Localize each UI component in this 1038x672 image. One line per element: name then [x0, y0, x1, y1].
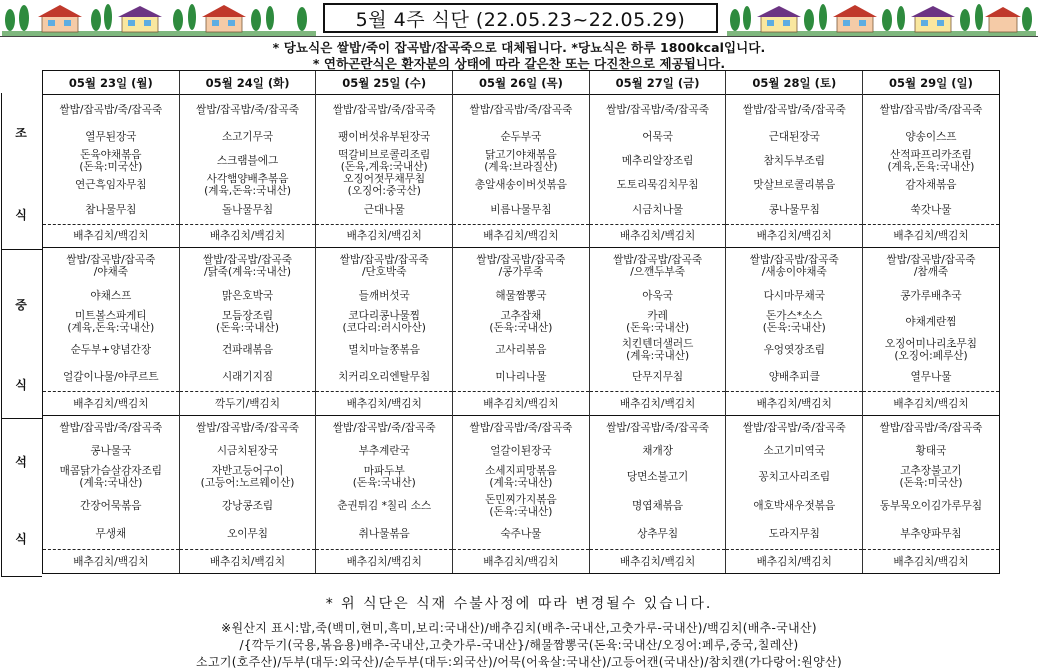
dish-origin: (돈육:국내산) — [762, 321, 826, 334]
page-title: 5월 4주 식단 (22.05.23~22.05.29) — [323, 3, 718, 33]
dish-name: 연근흑임자무침 — [75, 178, 147, 191]
menu-cell: 쌀밥/잡곡밥/죽/잡곡죽 — [453, 416, 590, 440]
menu-cell: 얼갈이된장국 — [453, 440, 590, 462]
weekly-menu-table — [42, 70, 1000, 574]
menu-cell — [43, 336, 180, 364]
menu-cell — [589, 462, 726, 492]
lunch-kimchi-row — [43, 392, 1000, 416]
menu-cell: 배추김치/백김치 — [179, 225, 316, 248]
menu-cell — [863, 492, 1000, 520]
menu-cell — [726, 462, 863, 492]
dish-name: 맛살브로콜리볶음 — [753, 178, 836, 191]
menu-cell: 쌀밥/잡곡밥/죽/잡곡죽 — [726, 95, 863, 125]
menu-cell — [453, 149, 590, 173]
menu-cell: 돌나물무침 — [179, 197, 316, 225]
menu-cell — [316, 149, 453, 173]
menu-cell: 치커리오리엔탈무침 — [316, 364, 453, 392]
menu-cell — [589, 492, 726, 520]
menu-cell: 팽이버섯유부된장국 — [316, 125, 453, 149]
menu-cell — [863, 248, 1000, 284]
dish-origin: (계육:국내산) — [79, 476, 143, 489]
dish-name: 돈민찌가지볶음 — [485, 493, 557, 506]
dish-name: 매콤닭가슴살감자조림 — [59, 464, 163, 477]
menu-cell: 배추김치/백김치 — [589, 392, 726, 416]
dish-name: 애호박새우젓볶음 — [753, 499, 836, 512]
dish-name: 자반고등어구이 — [211, 464, 284, 477]
dish-name: 건파래볶음 — [221, 343, 274, 356]
dish-origin: (계육:브라질산) — [484, 160, 558, 173]
lunch-label-top: 중 — [15, 298, 27, 312]
menu-cell: 쌀밥/잡곡밥/죽/잡곡죽 — [179, 416, 316, 440]
menu-cell: 배추김치/백김치 — [726, 225, 863, 248]
dish-name: 동부묵오이김가루무침 — [879, 499, 983, 512]
menu-cell — [589, 336, 726, 364]
menu-cell: 배추김치/백김치 — [453, 550, 590, 574]
menu-cell — [589, 308, 726, 336]
menu-cell: 열무된장국 — [43, 125, 180, 149]
menu-cell — [316, 248, 453, 284]
dinner-soup-row — [43, 440, 1000, 462]
village-decoration-left — [2, 2, 316, 36]
day-header: 05월 24일 (화) — [179, 71, 316, 95]
menu-cell: 시금치된장국 — [179, 440, 316, 462]
menu-cell: 쌀밥/잡곡밥/죽/잡곡죽 — [43, 95, 180, 125]
dish-origin: (돈육:국내산) — [352, 476, 416, 489]
dish-origin: /야채죽 — [93, 265, 128, 278]
dish-origin: (계육,돈육:국내산) — [204, 184, 291, 197]
dish-origin: /새송이야채죽 — [761, 265, 827, 278]
day-header: 05월 28일 (토) — [726, 71, 863, 95]
menu-cell: 쌀밥/잡곡밥/죽/잡곡죽 — [863, 95, 1000, 125]
lunch-main-dish-row — [43, 308, 1000, 336]
menu-cell: 소고기미역국 — [726, 440, 863, 462]
dish-name: 고추장불고기 — [900, 464, 962, 477]
menu-cell — [726, 336, 863, 364]
dish-origin: (돈육:국내산) — [489, 321, 553, 334]
menu-cell: 시래기지짐 — [179, 364, 316, 392]
menu-cell: 근대된장국 — [726, 125, 863, 149]
meal-divider — [1, 418, 42, 419]
dish-origin: (계육,돈육:국내산) — [887, 160, 975, 173]
menu-cell: 콩가루배추국 — [863, 284, 1000, 308]
menu-cell — [316, 173, 453, 197]
dish-origin: /닭죽(계육:국내산) — [204, 265, 292, 278]
dish-origin: (계육:국내산) — [626, 349, 690, 362]
menu-cell — [43, 173, 180, 197]
dish-name: 소세지피망볶음 — [485, 464, 557, 477]
menu-cell: 쌀밥/잡곡밥/죽/잡곡죽 — [43, 416, 180, 440]
dish-name: 고사리볶음 — [495, 343, 547, 356]
menu-cell: 오이무침 — [179, 520, 316, 550]
dish-name: 춘권튀김 *칠리 소스 — [337, 499, 432, 512]
title-divider — [0, 36, 1038, 37]
menu-cell: 취나물볶음 — [316, 520, 453, 550]
dinner-vegetable-row — [43, 520, 1000, 550]
dish-name: 미트볼스파게티 — [75, 309, 147, 322]
dish-name: 쌀밥/잡곡밥/잡곡죽 — [613, 253, 703, 266]
menu-cell: 콩나물무침 — [726, 197, 863, 225]
menu-cell: 근대나물 — [316, 197, 453, 225]
dish-name: 순두부+양념간장 — [70, 343, 152, 356]
menu-cell: 야채스프 — [43, 284, 180, 308]
dish-name: 명엽채볶음 — [632, 499, 684, 512]
dish-name: 오징어미나리초무침 — [884, 337, 978, 350]
menu-cell: 배추김치/백김치 — [453, 225, 590, 248]
menu-cell — [43, 462, 180, 492]
dish-name: 스크램블에그 — [216, 154, 279, 167]
menu-cell — [179, 149, 316, 173]
dish-name: 코다리콩나물찜 — [348, 309, 421, 322]
menu-cell: 소고기무국 — [179, 125, 316, 149]
diabetic-notice: * 당뇨식은 쌀밥/죽이 잡곡밥/잡곡죽으로 대체됩니다. *당뇨식은 하루 1800kcal입니다. — [272, 40, 766, 55]
menu-cell: 배추김치/백김치 — [726, 550, 863, 574]
menu-cell: 배추김치/백김치 — [863, 392, 1000, 416]
dish-name: 멸치마늘쫑볶음 — [348, 343, 421, 356]
dish-origin: /으깬두부죽 — [630, 265, 685, 278]
menu-cell: 양배추피클 — [726, 364, 863, 392]
dish-origin: (계육,돈육:국내산) — [67, 321, 155, 334]
village-decoration-right — [727, 2, 1036, 36]
menu-cell — [453, 336, 590, 364]
menu-cell: 배추김치/백김치 — [316, 550, 453, 574]
breakfast-label-top: 조 — [15, 126, 27, 140]
origin-info-line: ※원산지 표시:밥,죽(백미,현미,흑미,보리:국내산)/배추김치(배추-국내산,고춧가루-국내산)/백김치(배추-국내산) — [221, 621, 817, 635]
dish-origin: (돈육:국내산) — [626, 321, 690, 334]
dinner-rice-row — [43, 416, 1000, 440]
dish-name: 쌀밥/잡곡밥/잡곡죽 — [476, 253, 566, 266]
lunch-rice-row — [43, 248, 1000, 284]
menu-cell — [726, 248, 863, 284]
menu-cell: 쌀밥/잡곡밥/죽/잡곡죽 — [589, 95, 726, 125]
menu-cell — [43, 248, 180, 284]
dish-name: 쌀밥/잡곡밥/잡곡죽 — [203, 253, 293, 266]
dinner-label-bottom: 식 — [15, 532, 27, 546]
menu-cell: 어묵국 — [589, 125, 726, 149]
breakfast-kimchi-row — [43, 225, 1000, 248]
menu-cell: 배추김치/백김치 — [863, 550, 1000, 574]
menu-cell: 부추양파무침 — [863, 520, 1000, 550]
origin-info-line: 소고기(호주산)/두부(대두:외국산)/순두부(대두:외국산)/어묵(어육살:국내산)/고등어캔(국내산)/참치캔(가다랑어:원양산) — [196, 655, 842, 669]
menu-cell — [179, 173, 316, 197]
breakfast-vegetable-row — [43, 197, 1000, 225]
menu-cell: 시금치나물 — [589, 197, 726, 225]
menu-cell: 맑은호박국 — [179, 284, 316, 308]
menu-cell — [726, 173, 863, 197]
dish-name: 닭고기야채볶음 — [485, 148, 557, 161]
lunch-label-bottom: 식 — [15, 378, 27, 392]
menu-cell — [179, 248, 316, 284]
menu-cell — [43, 149, 180, 173]
menu-cell — [316, 492, 453, 520]
menu-cell: 배추김치/백김치 — [43, 550, 180, 574]
menu-cell: 배추김치/백김치 — [589, 225, 726, 248]
menu-cell — [589, 149, 726, 173]
menu-cell — [863, 336, 1000, 364]
dish-name: 당면소불고기 — [626, 470, 689, 483]
menu-cell: 다시마무채국 — [726, 284, 863, 308]
dinner-kimchi-row — [43, 550, 1000, 574]
dish-name: 우엉엿장조림 — [763, 343, 825, 356]
lunch-side-dish-row — [43, 336, 1000, 364]
dish-name: 간장어묵볶음 — [80, 499, 142, 512]
dish-name: 고추잡채 — [500, 309, 542, 322]
menu-cell: 도라지무침 — [726, 520, 863, 550]
dish-name: 쌀밥/잡곡밥/잡곡죽 — [749, 253, 839, 266]
dish-name: 마파두부 — [363, 464, 405, 477]
menu-cell — [863, 173, 1000, 197]
menu-cell — [453, 248, 590, 284]
menu-cell — [453, 462, 590, 492]
dish-origin: (오징어:중국산) — [347, 184, 421, 197]
breakfast-side-dish-row — [43, 173, 1000, 197]
menu-cell: 배추김치/백김치 — [453, 392, 590, 416]
menu-cell — [453, 173, 590, 197]
dinner-side-dish-row — [43, 492, 1000, 520]
menu-cell: 배추김치/백김치 — [316, 225, 453, 248]
dish-origin: (오징어:페루산) — [894, 349, 968, 362]
menu-cell — [863, 462, 1000, 492]
menu-cell: 열무나물 — [863, 364, 1000, 392]
menu-cell: 쌀밥/잡곡밥/죽/잡곡죽 — [453, 95, 590, 125]
dish-name: 강낭콩조림 — [221, 499, 274, 512]
breakfast-label-bottom: 식 — [15, 208, 27, 222]
dinner-label-top: 석 — [15, 455, 27, 469]
dish-origin: (돈육:미국산) — [79, 160, 143, 173]
day-header-row — [43, 71, 1000, 95]
dish-name: 오징어젓무채무침 — [343, 172, 426, 185]
menu-cell: 단무지무침 — [589, 364, 726, 392]
menu-cell: 상추무침 — [589, 520, 726, 550]
dish-name: 야채계란찜 — [905, 315, 957, 328]
day-header: 05월 26일 (목) — [453, 71, 590, 95]
menu-cell — [726, 492, 863, 520]
menu-cell: 배추김치/백김치 — [316, 392, 453, 416]
menu-cell: 해물짬뽕국 — [453, 284, 590, 308]
dish-name: 쌀밥/잡곡밥/잡곡죽 — [339, 253, 429, 266]
menu-cell: 쑥갓나물 — [863, 197, 1000, 225]
menu-cell: 숙주나물 — [453, 520, 590, 550]
lunch-vegetable-row — [43, 364, 1000, 392]
menu-cell — [589, 248, 726, 284]
menu-cell: 양송이스프 — [863, 125, 1000, 149]
dish-name: 사각햄양배추볶음 — [206, 172, 289, 185]
dish-origin: (돈육,계육:국내산) — [340, 160, 428, 173]
dish-name: 도토리묵김치무침 — [616, 178, 699, 191]
menu-cell: 쌀밥/잡곡밥/죽/잡곡죽 — [179, 95, 316, 125]
menu-cell: 배추김치/백김치 — [726, 392, 863, 416]
menu-cell: 쌀밥/잡곡밥/죽/잡곡죽 — [863, 416, 1000, 440]
origin-info-line: /{깍두기(국용,볶음용)배추-국내산,고춧가루-국내산}/해물짬뽕국(돈육:국내산/오징어:페루,중국,칠레산) — [239, 638, 799, 652]
menu-cell: 아욱국 — [589, 284, 726, 308]
menu-cell: 배추김치/백김치 — [179, 550, 316, 574]
day-header: 05월 25일 (수) — [316, 71, 453, 95]
menu-cell — [316, 462, 453, 492]
menu-cell — [589, 173, 726, 197]
breakfast-soup-row — [43, 125, 1000, 149]
dish-name: 메추리알장조림 — [621, 154, 694, 167]
menu-cell: 채개장 — [589, 440, 726, 462]
day-header: 05월 27일 (금) — [589, 71, 726, 95]
dish-name: 돈육야채볶음 — [80, 148, 142, 161]
dish-origin: (돈육:미국산) — [899, 476, 963, 489]
menu-cell: 부추계란국 — [316, 440, 453, 462]
menu-cell — [179, 336, 316, 364]
dish-name: 쌀밥/잡곡밥/잡곡죽 — [886, 253, 976, 266]
breakfast-rice-row — [43, 95, 1000, 125]
menu-cell — [863, 308, 1000, 336]
dish-name: 산적파프리카조림 — [890, 148, 972, 161]
menu-cell — [179, 462, 316, 492]
menu-cell: 배추김치/백김치 — [43, 392, 180, 416]
day-header: 05월 29일 (일) — [863, 71, 1000, 95]
dish-name: 떡갈비브로콜리조림 — [338, 148, 431, 161]
dish-name: 모듬장조림 — [221, 309, 274, 322]
dish-origin: (돈육:국내산) — [216, 321, 280, 334]
dish-name: 카레 — [647, 309, 668, 322]
dish-origin: /콩가루죽 — [498, 265, 544, 278]
dish-name: 돈가스*소스 — [766, 309, 823, 322]
lunch-soup-row — [43, 284, 1000, 308]
menu-cell — [726, 149, 863, 173]
menu-cell: 배추김치/백김치 — [863, 225, 1000, 248]
menu-cell — [43, 308, 180, 336]
dish-name: 감자채볶음 — [905, 178, 957, 191]
dish-name: 총알새송이버섯볶음 — [474, 178, 567, 191]
menu-cell — [179, 308, 316, 336]
breakfast-main-dish-row — [43, 149, 1000, 173]
menu-cell — [453, 308, 590, 336]
menu-cell: 들깨버섯국 — [316, 284, 453, 308]
dish-origin: (계육:국내산) — [489, 476, 553, 489]
menu-cell: 배추김치/백김치 — [589, 550, 726, 574]
menu-change-notice: * 위 식단은 식재 수불사정에 따라 변경될수 있습니다. — [325, 596, 713, 612]
meal-divider — [1, 576, 42, 577]
dish-name: 쌀밥/잡곡밥/잡곡죽 — [66, 253, 156, 266]
dish-name: 참치두부조림 — [763, 154, 825, 167]
meal-divider — [1, 249, 42, 250]
menu-cell: 무생채 — [43, 520, 180, 550]
menu-cell: 비름나물무침 — [453, 197, 590, 225]
menu-cell — [179, 492, 316, 520]
dish-name: 치킨텐더샐러드 — [621, 337, 694, 350]
menu-cell: 쌀밥/잡곡밥/죽/잡곡죽 — [726, 416, 863, 440]
menu-cell — [43, 492, 180, 520]
menu-cell: 쌀밥/잡곡밥/죽/잡곡죽 — [316, 95, 453, 125]
menu-cell — [316, 336, 453, 364]
dish-origin: /단호박죽 — [361, 265, 407, 278]
menu-cell: 얼갈이나물/야쿠르트 — [43, 364, 180, 392]
menu-cell — [726, 308, 863, 336]
menu-cell: 쌀밥/잡곡밥/죽/잡곡죽 — [316, 416, 453, 440]
menu-cell — [316, 308, 453, 336]
menu-cell — [453, 492, 590, 520]
dish-origin: (돈육:국내산) — [489, 505, 553, 518]
menu-cell: 참나물무침 — [43, 197, 180, 225]
dish-origin: (코다리:러시아산) — [342, 321, 426, 334]
menu-cell: 미나리나물 — [453, 364, 590, 392]
menu-cell: 순두부국 — [453, 125, 590, 149]
menu-cell — [863, 149, 1000, 173]
menu-cell: 배추김치/백김치 — [43, 225, 180, 248]
day-header: 05월 23일 (월) — [43, 71, 180, 95]
dish-name: 꽁치고사리조림 — [758, 470, 831, 483]
menu-cell: 황태국 — [863, 440, 1000, 462]
menu-cell: 깍두기/백김치 — [179, 392, 316, 416]
dish-origin: /참깨죽 — [913, 265, 949, 278]
menu-cell: 쌀밥/잡곡밥/죽/잡곡죽 — [589, 416, 726, 440]
meal-label-column-border — [1, 93, 2, 577]
menu-cell: 콩나물국 — [43, 440, 180, 462]
dysphagia-notice: * 연하곤란식은 환자분의 상태에 따라 갈은찬 또는 다진찬으로 제공됩니다. — [312, 56, 726, 71]
dish-origin: (고등어:노르웨이산) — [200, 476, 295, 489]
dinner-main-dish-row — [43, 462, 1000, 492]
